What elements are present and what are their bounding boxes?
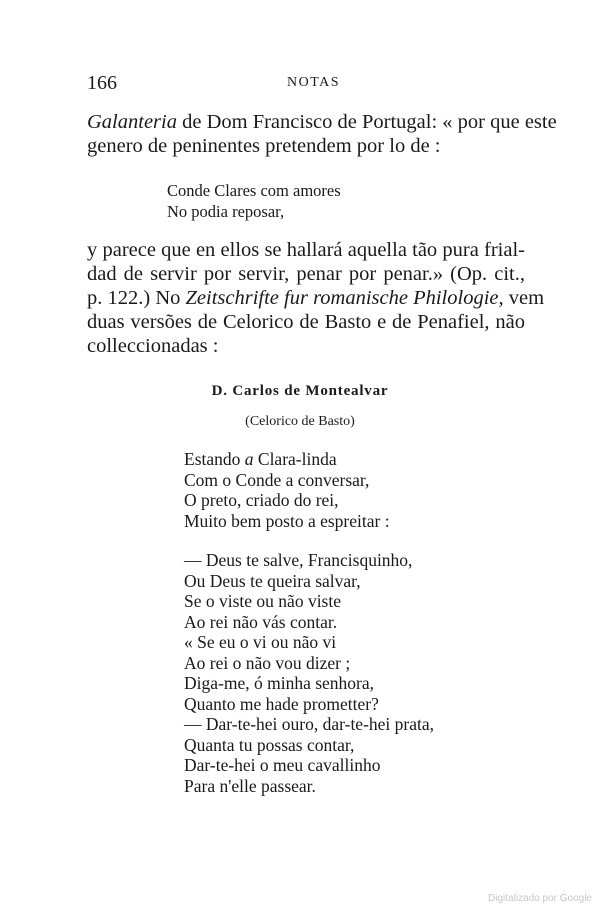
paragraph-line [87,286,545,310]
poem-stanza-2 [184,550,434,796]
paragraph-intro [87,110,557,158]
line-text: de Dom Francisco de Portugal: « por que este [176,111,557,133]
poem-title: D. Carlos de Montealvar [211,383,389,399]
italic-title: Galanteria [87,111,177,133]
paragraph-commentary [87,238,545,358]
running-head: NOTAS [287,75,341,90]
quoted-verse [167,180,341,222]
digitization-watermark: Digitalizado por Google [488,893,592,904]
verse-line: Ou Deus te queira salvar, [184,570,361,591]
line-text: Clara-linda [253,449,337,469]
verse-line: Quanta tu possas contar, [184,734,355,755]
verse-line: Diga-me, ó minha senhora, [184,673,375,693]
verse-line: Conde Clares com amores [167,181,341,200]
paragraph-line: genero de peninentes pretendem por lo de : [87,135,441,157]
italic-journal-title: Zeitschrifte fur romanische Philologie, [185,287,504,309]
verse-line: No podia reposar, [167,202,285,221]
verse-line: — Dar-te-hei ouro, dar-te-hei prata, [184,714,435,734]
verse-line: Ao rei não vás contar. [184,611,338,632]
verse-line: Com o Conde a conversar, [184,469,370,490]
verse-line: — Deus te salve, Francisquinho, [184,550,413,570]
paragraph-line: colleccionadas : [87,335,219,357]
verse-line: Se o viste ou não viste [184,591,341,611]
page-number: 166 [87,72,117,94]
line-text: Estando [184,449,245,469]
verse-line: Dar-te-hei o meu cavallinho [184,755,381,775]
italic-word: a [244,449,254,469]
paragraph-line: duas versões de Celorico de Basto e de Penafiel, não [87,311,525,333]
verse-line: O preto, criado do rei, [184,490,339,510]
poem-subtitle: (Celorico de Basto) [245,414,355,429]
paragraph-line: dad de servir por servir, penar por penar.» (Op. cit., [87,263,525,285]
verse-line: Ao rei o não vou dizer ; [184,652,351,673]
verse-line: Quanto me hade prometter? [184,693,379,714]
verse-line [184,449,390,470]
verse-line: Para n'elle passear. [184,775,316,796]
paragraph-line [87,110,557,134]
verse-line: « Se eu o vi ou não vi [184,632,337,652]
line-text: p. 122.) No [87,287,186,309]
paragraph-line: y parece que en ellos se hallará aquella tão pura frial- [87,239,525,261]
line-text: vem [503,287,545,309]
verse-line: Muito bem posto a espreitar : [184,510,390,531]
poem-stanza-1 [184,449,390,531]
